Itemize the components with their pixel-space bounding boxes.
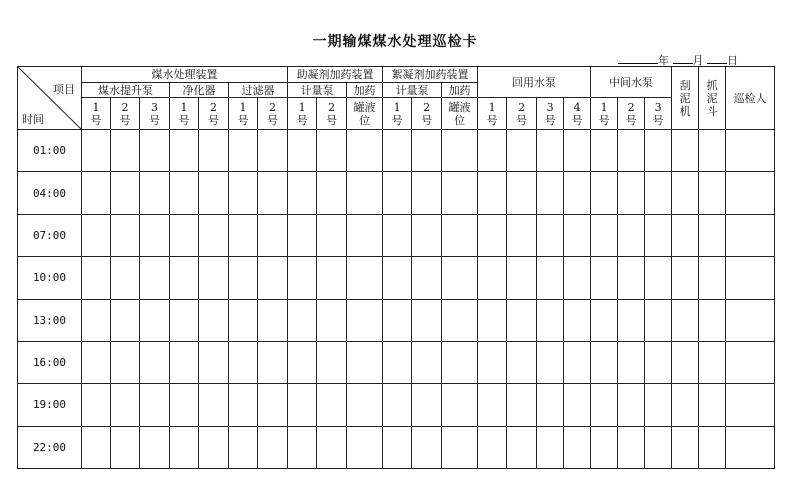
entry-cell[interactable]	[618, 299, 645, 341]
entry-cell[interactable]	[258, 299, 288, 341]
corner-cell	[18, 67, 82, 130]
entry-cell[interactable]	[288, 299, 317, 341]
entry-cell[interactable]	[591, 214, 618, 256]
tank-level-2: 罐液 位	[442, 98, 478, 130]
unit-zhongjian-1: 1 号	[591, 98, 618, 130]
sub-jiayao-1: 加药	[347, 83, 383, 98]
entry-cell[interactable]	[317, 214, 347, 256]
entry-cell[interactable]	[672, 130, 699, 172]
entry-cell[interactable]	[82, 130, 111, 172]
time-cell: 19:00	[18, 384, 82, 426]
page-title: 一期输煤煤水处理巡检卡	[312, 34, 478, 50]
entry-cell[interactable]	[442, 172, 478, 214]
entry-cell[interactable]	[111, 426, 140, 468]
entry-cell[interactable]	[507, 130, 537, 172]
unit-guolv-2: 2 号	[258, 98, 288, 130]
entry-cell[interactable]	[507, 257, 537, 299]
entry-cell[interactable]	[672, 426, 699, 468]
time-row	[18, 257, 775, 299]
entry-cell[interactable]	[478, 130, 507, 172]
entry-cell[interactable]	[82, 299, 111, 341]
time-row	[18, 130, 775, 172]
time-cell: 04:00	[18, 172, 82, 214]
entry-cell[interactable]	[618, 341, 645, 383]
entry-cell[interactable]	[111, 299, 140, 341]
time-cell: 07:00	[18, 214, 82, 256]
entry-cell[interactable]	[672, 384, 699, 426]
entry-cell[interactable]	[82, 172, 111, 214]
group-gua-ni: 刮 泥 机	[672, 67, 699, 130]
entry-cell[interactable]	[726, 299, 775, 341]
entry-cell[interactable]	[140, 299, 170, 341]
entry-cell[interactable]	[229, 214, 258, 256]
unit-jiliang2-1: 1 号	[383, 98, 412, 130]
year-label: 年	[658, 54, 669, 67]
entry-cell[interactable]	[645, 384, 672, 426]
group-mei-shui: 煤水处理装置	[82, 67, 288, 83]
entry-cell[interactable]	[82, 214, 111, 256]
month-label: 月	[692, 54, 704, 67]
entry-cell[interactable]	[347, 257, 383, 299]
entry-cell[interactable]	[726, 341, 775, 383]
entry-cell[interactable]	[478, 257, 507, 299]
unit-zhongjian-3: 3 号	[645, 98, 672, 130]
entry-cell[interactable]	[699, 299, 726, 341]
entry-cell[interactable]	[229, 172, 258, 214]
entry-cell[interactable]	[478, 299, 507, 341]
unit-jinghua-1: 1 号	[170, 98, 199, 130]
entry-cell[interactable]	[618, 172, 645, 214]
entry-cell[interactable]	[82, 426, 111, 468]
entry-cell[interactable]	[170, 172, 199, 214]
entry-cell[interactable]	[82, 341, 111, 383]
entry-cell[interactable]	[258, 257, 288, 299]
corner-label-time: 时间	[22, 113, 44, 126]
entry-cell[interactable]	[412, 426, 442, 468]
entry-cell[interactable]	[564, 172, 591, 214]
entry-cell[interactable]	[229, 257, 258, 299]
entry-cell[interactable]	[412, 257, 442, 299]
entry-cell[interactable]	[317, 426, 347, 468]
entry-cell[interactable]	[383, 341, 412, 383]
entry-cell[interactable]	[645, 172, 672, 214]
entry-cell[interactable]	[442, 214, 478, 256]
time-cell: 22:00	[18, 426, 82, 468]
entry-cell[interactable]	[347, 299, 383, 341]
unit-huiyong-1: 1 号	[478, 98, 507, 130]
entry-cell[interactable]	[258, 214, 288, 256]
entry-cell[interactable]	[478, 172, 507, 214]
entry-cell[interactable]	[347, 214, 383, 256]
entry-cell[interactable]	[507, 214, 537, 256]
entry-cell[interactable]	[618, 130, 645, 172]
entry-cell[interactable]	[229, 299, 258, 341]
entry-cell[interactable]	[258, 426, 288, 468]
entry-cell[interactable]	[258, 130, 288, 172]
entry-cell[interactable]	[442, 130, 478, 172]
entry-cell[interactable]	[347, 384, 383, 426]
time-row	[18, 299, 775, 341]
entry-cell[interactable]	[111, 130, 140, 172]
unit-number-row	[18, 98, 775, 130]
entry-cell[interactable]	[537, 130, 564, 172]
entry-cell[interactable]	[140, 341, 170, 383]
unit-huiyong-2: 2 号	[507, 98, 537, 130]
entry-cell[interactable]	[591, 341, 618, 383]
tank-level-1: 罐液 位	[347, 98, 383, 130]
entry-cell[interactable]	[645, 341, 672, 383]
entry-cell[interactable]	[618, 426, 645, 468]
entry-cell[interactable]	[288, 426, 317, 468]
group-zhua-ni: 抓 泥 斗	[699, 67, 726, 130]
entry-cell[interactable]	[699, 257, 726, 299]
entry-cell[interactable]	[478, 384, 507, 426]
entry-cell[interactable]	[645, 257, 672, 299]
unit-jiliang2-2: 2 号	[412, 98, 442, 130]
entry-cell[interactable]	[591, 299, 618, 341]
entry-cell[interactable]	[288, 172, 317, 214]
entry-cell[interactable]	[537, 384, 564, 426]
time-rows	[18, 130, 775, 469]
entry-cell[interactable]	[111, 384, 140, 426]
entry-cell[interactable]	[591, 426, 618, 468]
unit-tisheng-3: 3 号	[140, 98, 170, 130]
unit-guolv-1: 1 号	[229, 98, 258, 130]
entry-cell[interactable]	[537, 172, 564, 214]
time-row	[18, 384, 775, 426]
entry-cell[interactable]	[412, 299, 442, 341]
group-zhu-ning: 助凝剂加药装置	[288, 67, 383, 83]
entry-cell[interactable]	[170, 384, 199, 426]
entry-cell[interactable]	[347, 130, 383, 172]
entry-cell[interactable]	[564, 384, 591, 426]
entry-cell[interactable]	[288, 384, 317, 426]
time-cell: 10:00	[18, 257, 82, 299]
group-hui-yong: 回用水泵	[478, 67, 591, 98]
entry-cell[interactable]	[199, 426, 229, 468]
entry-cell[interactable]	[591, 257, 618, 299]
time-row	[18, 341, 775, 383]
sub-jiliang-1: 计量泵	[288, 83, 347, 98]
entry-cell[interactable]	[170, 257, 199, 299]
entry-cell[interactable]	[170, 214, 199, 256]
entry-cell[interactable]	[383, 384, 412, 426]
entry-cell[interactable]	[442, 257, 478, 299]
entry-cell[interactable]	[317, 130, 347, 172]
entry-cell[interactable]	[537, 341, 564, 383]
group-zhong-jian: 中间水泵	[591, 67, 672, 98]
entry-cell[interactable]	[537, 299, 564, 341]
entry-cell[interactable]	[726, 172, 775, 214]
entry-cell[interactable]	[699, 172, 726, 214]
unit-tisheng-1: 1 号	[82, 98, 111, 130]
entry-cell[interactable]	[478, 426, 507, 468]
sub-jinghua: 净化器	[170, 83, 229, 98]
entry-cell[interactable]	[199, 257, 229, 299]
unit-jiliang1-2: 2 号	[317, 98, 347, 130]
entry-cell[interactable]	[317, 384, 347, 426]
unit-zhongjian-2: 2 号	[618, 98, 645, 130]
entry-cell[interactable]	[199, 341, 229, 383]
entry-cell[interactable]	[699, 214, 726, 256]
entry-cell[interactable]	[383, 299, 412, 341]
entry-cell[interactable]	[140, 426, 170, 468]
entry-cell[interactable]	[618, 384, 645, 426]
entry-cell[interactable]	[537, 426, 564, 468]
time-cell: 01:00	[18, 130, 82, 172]
entry-cell[interactable]	[564, 214, 591, 256]
entry-cell[interactable]	[258, 384, 288, 426]
entry-cell[interactable]	[618, 214, 645, 256]
entry-cell[interactable]	[564, 426, 591, 468]
entry-cell[interactable]	[199, 130, 229, 172]
entry-cell[interactable]	[442, 341, 478, 383]
entry-cell[interactable]	[199, 384, 229, 426]
entry-cell[interactable]	[199, 299, 229, 341]
entry-cell[interactable]	[111, 341, 140, 383]
entry-cell[interactable]	[383, 172, 412, 214]
entry-cell[interactable]	[111, 214, 140, 256]
entry-cell[interactable]	[672, 257, 699, 299]
entry-cell[interactable]	[82, 257, 111, 299]
unit-huiyong-3: 3 号	[537, 98, 564, 130]
entry-cell[interactable]	[442, 426, 478, 468]
entry-cell[interactable]	[507, 172, 537, 214]
entry-cell[interactable]	[229, 426, 258, 468]
entry-cell[interactable]	[726, 257, 775, 299]
entry-cell[interactable]	[317, 341, 347, 383]
unit-huiyong-4: 4 号	[564, 98, 591, 130]
entry-cell[interactable]	[564, 299, 591, 341]
entry-cell[interactable]	[726, 426, 775, 468]
entry-cell[interactable]	[537, 214, 564, 256]
entry-cell[interactable]	[699, 130, 726, 172]
entry-cell[interactable]	[383, 130, 412, 172]
entry-cell[interactable]	[412, 341, 442, 383]
entry-cell[interactable]	[140, 172, 170, 214]
inspection-table	[17, 66, 775, 469]
entry-cell[interactable]	[591, 130, 618, 172]
entry-cell[interactable]	[507, 426, 537, 468]
entry-cell[interactable]	[699, 426, 726, 468]
entry-cell[interactable]	[478, 214, 507, 256]
entry-cell[interactable]	[111, 172, 140, 214]
entry-cell[interactable]	[618, 257, 645, 299]
entry-cell[interactable]	[258, 172, 288, 214]
entry-cell[interactable]	[347, 341, 383, 383]
group-inspector: 巡检人	[726, 67, 775, 130]
entry-cell[interactable]	[564, 130, 591, 172]
entry-cell[interactable]	[317, 299, 347, 341]
entry-cell[interactable]	[645, 214, 672, 256]
unit-jinghua-2: 2 号	[199, 98, 229, 130]
entry-cell[interactable]	[229, 341, 258, 383]
entry-cell[interactable]	[507, 341, 537, 383]
entry-cell[interactable]	[229, 130, 258, 172]
entry-cell[interactable]	[288, 341, 317, 383]
day-blank[interactable]	[707, 53, 727, 64]
entry-cell[interactable]	[672, 299, 699, 341]
time-cell: 16:00	[18, 341, 82, 383]
entry-cell[interactable]	[317, 172, 347, 214]
entry-cell[interactable]	[199, 214, 229, 256]
entry-cell[interactable]	[507, 299, 537, 341]
entry-cell[interactable]	[258, 341, 288, 383]
time-row	[18, 426, 775, 468]
sub-jiliang-2: 计量泵	[383, 83, 442, 98]
entry-cell[interactable]	[442, 384, 478, 426]
entry-cell[interactable]	[111, 257, 140, 299]
entry-cell[interactable]	[672, 341, 699, 383]
entry-cell[interactable]	[442, 299, 478, 341]
entry-cell[interactable]	[412, 172, 442, 214]
entry-cell[interactable]	[229, 384, 258, 426]
entry-cell[interactable]	[140, 257, 170, 299]
entry-cell[interactable]	[140, 384, 170, 426]
time-row	[18, 172, 775, 214]
sub-jiayao-2: 加药	[442, 83, 478, 98]
entry-cell[interactable]	[672, 172, 699, 214]
entry-cell[interactable]	[199, 172, 229, 214]
entry-cell[interactable]	[699, 341, 726, 383]
entry-cell[interactable]	[170, 299, 199, 341]
entry-cell[interactable]	[699, 384, 726, 426]
entry-cell[interactable]	[672, 214, 699, 256]
year-blank[interactable]	[618, 53, 658, 64]
entry-cell[interactable]	[537, 257, 564, 299]
entry-cell[interactable]	[645, 426, 672, 468]
entry-cell[interactable]	[564, 257, 591, 299]
entry-cell[interactable]	[645, 299, 672, 341]
entry-cell[interactable]	[383, 214, 412, 256]
entry-cell[interactable]	[726, 214, 775, 256]
entry-cell[interactable]	[170, 426, 199, 468]
entry-cell[interactable]	[170, 130, 199, 172]
entry-cell[interactable]	[726, 384, 775, 426]
entry-cell[interactable]	[383, 426, 412, 468]
entry-cell[interactable]	[412, 130, 442, 172]
entry-cell[interactable]	[383, 257, 412, 299]
entry-cell[interactable]	[507, 384, 537, 426]
corner-label-item: 项目	[53, 83, 75, 96]
time-row	[18, 214, 775, 256]
unit-jiliang1-1: 1 号	[288, 98, 317, 130]
entry-cell[interactable]	[82, 384, 111, 426]
month-blank[interactable]	[673, 53, 693, 64]
entry-cell[interactable]	[412, 384, 442, 426]
entry-cell[interactable]	[288, 257, 317, 299]
entry-cell[interactable]	[564, 341, 591, 383]
time-cell: 13:00	[18, 299, 82, 341]
entry-cell[interactable]	[726, 130, 775, 172]
entry-cell[interactable]	[140, 130, 170, 172]
entry-cell[interactable]	[591, 172, 618, 214]
unit-tisheng-2: 2 号	[111, 98, 140, 130]
entry-cell[interactable]	[170, 341, 199, 383]
entry-cell[interactable]	[478, 341, 507, 383]
day-label: 日	[727, 54, 738, 67]
entry-cell[interactable]	[288, 130, 317, 172]
entry-cell[interactable]	[288, 214, 317, 256]
entry-cell[interactable]	[645, 130, 672, 172]
entry-cell[interactable]	[317, 257, 347, 299]
sub-guolv: 过滤器	[229, 83, 288, 98]
entry-cell[interactable]	[140, 214, 170, 256]
entry-cell[interactable]	[412, 214, 442, 256]
entry-cell[interactable]	[347, 426, 383, 468]
entry-cell[interactable]	[591, 384, 618, 426]
group-xu-ning: 絮凝剂加药装置	[383, 67, 478, 83]
sub-tisheng: 煤水提升泵	[82, 83, 170, 98]
entry-cell[interactable]	[347, 172, 383, 214]
